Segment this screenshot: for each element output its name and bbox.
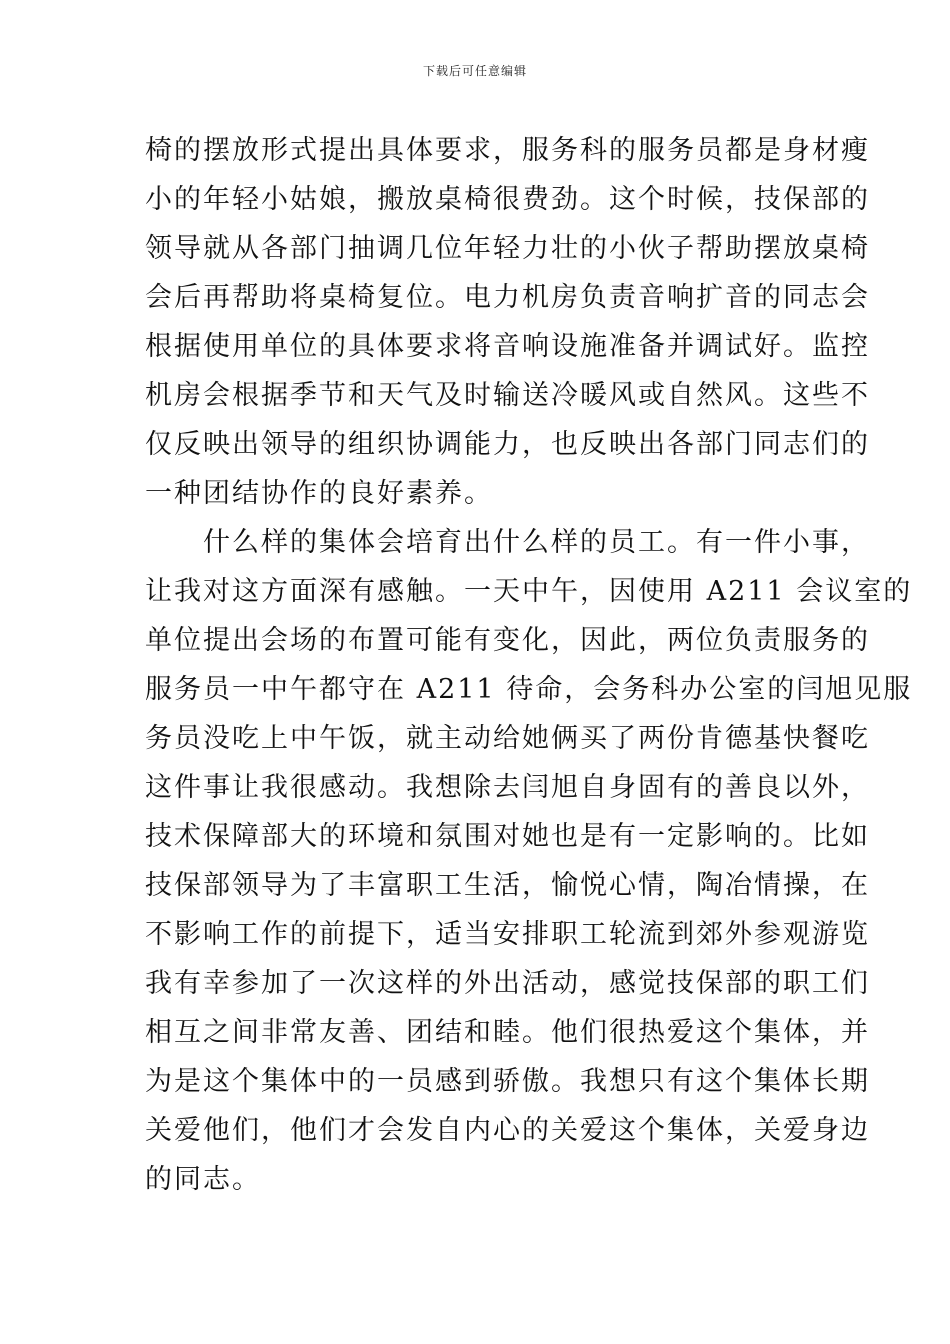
text-line: 服务员一中午都守在 A211 待命，会务科办公室的闫旭见服 — [145, 674, 913, 705]
text-line: 不影响工作的前提下，适当安排职工轮流到郊外参观游览 — [145, 919, 870, 950]
text-line: 让我对这方面深有感触。一天中午，因使用 A211 会议室的 — [145, 576, 913, 607]
text-line: 会后再帮助将桌椅复位。电力机房负责音响扩音的同志会 — [145, 282, 870, 313]
text-line: 务员没吃上中午饭，就主动给她俩买了两份肯德基快餐吃 — [145, 723, 870, 754]
text-line: 领导就从各部门抽调几位年轻力壮的小伙子帮助摆放桌椅 — [145, 233, 870, 264]
text-line: 仅反映出领导的组织协调能力，也反映出各部门同志们的 — [145, 429, 870, 460]
text-line: 小的年轻小姑娘，搬放桌椅很费劲。这个时候，技保部的 — [145, 184, 870, 215]
text-line: 技术保障部大的环境和氛围对她也是有一定影响的。比如 — [145, 821, 870, 852]
text-line: 单位提出会场的布置可能有变化，因此，两位负责服务的 — [145, 625, 870, 656]
text-line: 一种团结协作的良好素养。 — [145, 478, 493, 509]
text-line: 的同志。 — [145, 1164, 261, 1195]
text-line: 机房会根据季节和天气及时输送冷暖风或自然风。这些不 — [145, 380, 870, 411]
text-line: 椅的摆放形式提出具体要求，服务科的服务员都是身材瘦 — [145, 135, 870, 166]
paragraph-first-line: 什么样的集体会培育出什么样的员工。有一件小事， — [203, 527, 870, 558]
text-line: 关爱他们，他们才会发自内心的关爱这个集体，关爱身边 — [145, 1115, 870, 1146]
text-line: 我有幸参加了一次这样的外出活动，感觉技保部的职工们 — [145, 968, 870, 999]
body-text — [145, 126, 913, 1204]
text-line: 这件事让我很感动。我想除去闫旭自身固有的善良以外， — [145, 772, 870, 803]
text-line: 相互之间非常友善、团结和睦。他们很热爱这个集体，并 — [145, 1017, 870, 1048]
text-line: 技保部领导为了丰富职工生活，愉悦心情，陶冶情操，在 — [145, 870, 870, 901]
page-header: 下载后可任意编辑 — [422, 64, 527, 78]
text-line: 根据使用单位的具体要求将音响设施准备并调试好。监控 — [145, 331, 870, 362]
text-line: 为是这个集体中的一员感到骄傲。我想只有这个集体长期 — [145, 1066, 870, 1097]
